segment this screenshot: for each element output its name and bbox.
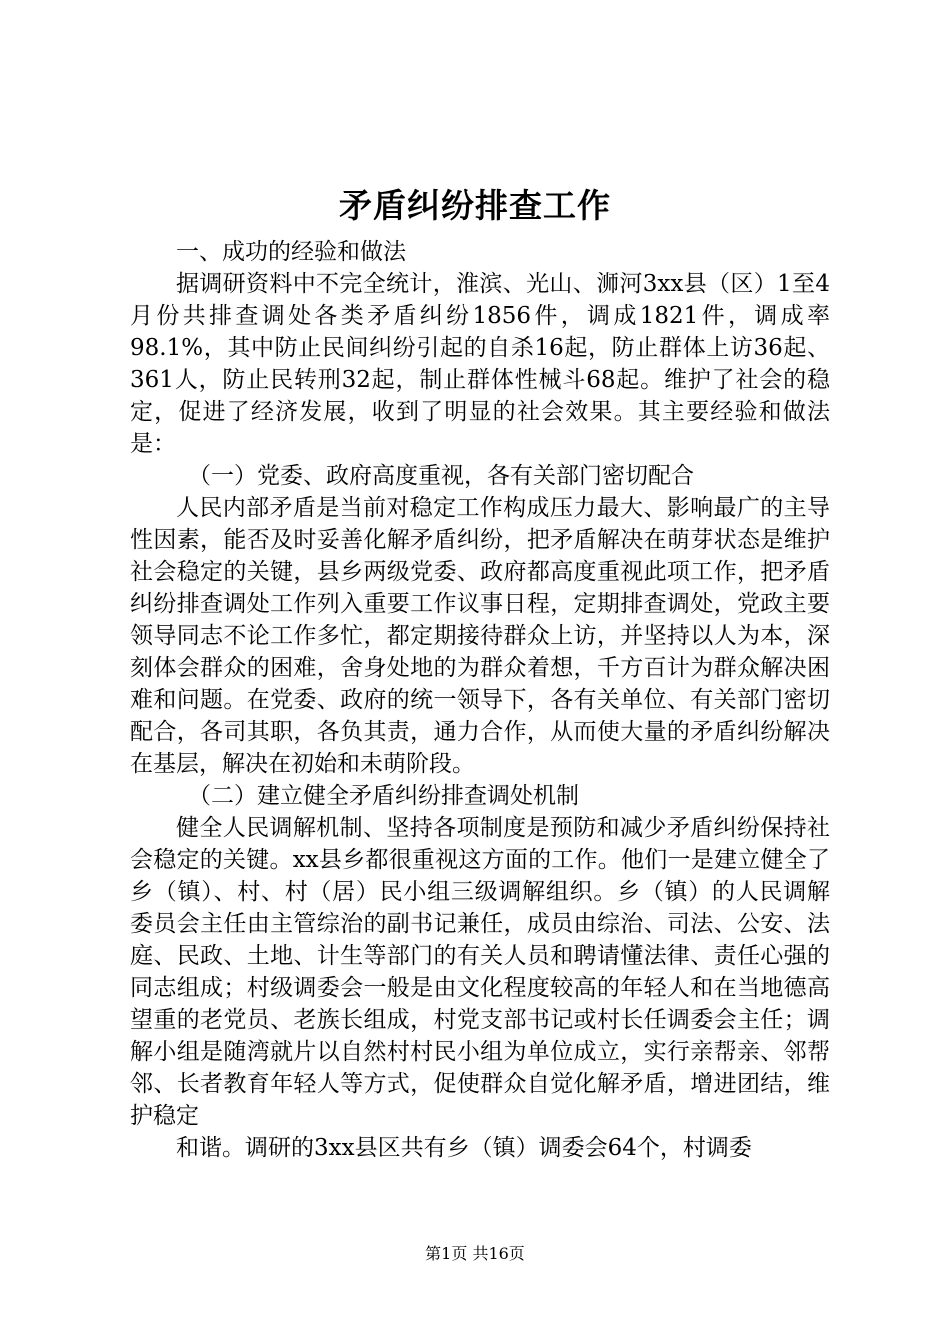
section-heading-1: 一、成功的经验和做法 bbox=[176, 239, 406, 265]
subsection-heading-1: （一）党委、政府高度重视，各有关部门密切配合 bbox=[188, 463, 694, 489]
page-indicator: 第1页 共16页 bbox=[425, 1244, 525, 1263]
paragraph-1: 据调研资料中不完全统计，淮滨、光山、浉河3xx县（区）1至4月份共排查调处各类矛盾纠纷1856件，调成1821件，调成率98.1%，其中防止民间纠纷引起的自杀16起，防止群体上访36起、361人，防止民转刑32起，制止群体性械斗68起。维护了社会的稳定，促进了经济发展，收到了明显的社会效果。其主要经验和做法是： bbox=[130, 271, 830, 457]
subsection-heading-2: （二）建立健全矛盾纠纷排查调处机制 bbox=[188, 783, 579, 809]
paragraph-4: 和谐。调研的3xx县区共有乡（镇）调委会64个，村调委 bbox=[176, 1135, 752, 1161]
paragraph-3: 健全人民调解机制、坚持各项制度是预防和减少矛盾纠纷保持社会稳定的关键。xx县乡都很重视这方面的工作。他们一是建立健全了乡（镇）、村、村（居）民小组三级调解组织。乡（镇）的人民调解委员会主任由主管综治的副书记兼任，成员由综治、司法、公安、法庭、民政、土地、计生等部门的有关人员和聘请懂法律、责任心强的同志组成；村级调委会一般是由文化程度较高的年轻人和在当地德高望重的老党员、老族长组成，村党支部书记或村长任调委会主任；调解小组是随湾就片以自然村村民小组为单位成立，实行亲帮亲、邻帮邻、长者教育年轻人等方式，促使群众自觉化解矛盾，增进团结，维护稳定 bbox=[130, 815, 830, 1129]
document-body bbox=[130, 236, 830, 1164]
paragraph-2: 人民内部矛盾是当前对稳定工作构成压力最大、影响最广的主导性因素，能否及时妥善化解矛盾纠纷，把矛盾解决在萌芽状态是维护社会稳定的关键，县乡两级党委、政府都高度重视此项工作，把矛盾纠纷排查调处工作列入重要工作议事日程，定期排查调处，党政主要领导同志不论工作多忙，都定期接待群众上访，并坚持以人为本，深刻体会群众的困难，舍身处地的为群众着想，千方百计为群众解决困难和问题。在党委、政府的统一领导下，各有关单位、有关部门密切配合，各司其职，各负其责，通力合作，从而使大量的矛盾纠纷解决在基层，解决在初始和未萌阶段。 bbox=[130, 495, 830, 777]
document-title: 矛盾纠纷排查工作 bbox=[339, 186, 611, 225]
